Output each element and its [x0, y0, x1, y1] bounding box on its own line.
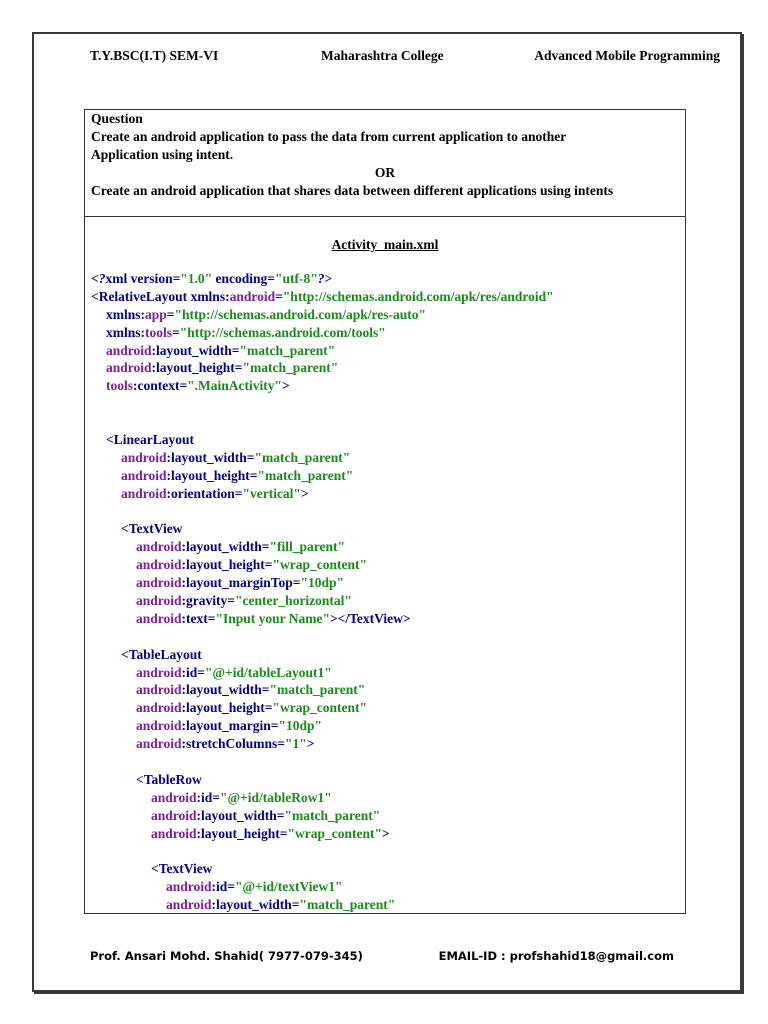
question-heading: Question — [91, 111, 143, 126]
code-token: "10dp" — [278, 718, 322, 734]
code-token: "1.0" — [180, 271, 213, 286]
code-token: "match_parent" — [254, 449, 351, 465]
code-token: android — [166, 897, 212, 913]
code-line — [91, 324, 554, 342]
code-token: android — [136, 593, 182, 609]
code-token: android — [136, 664, 182, 680]
code-token: android — [136, 575, 182, 591]
page-header — [90, 48, 720, 68]
footer-author: Prof. Ansari Mohd. Shahid( 7977-079-345) — [90, 949, 363, 963]
header-course: T.Y.BSC(I.T) SEM-VI — [90, 48, 219, 63]
code-token: :layout_height= — [151, 360, 243, 376]
code-token: :layout_marginTop= — [181, 575, 301, 591]
code-token: <RelativeLayout — [91, 288, 191, 304]
code-token: = — [172, 324, 180, 340]
code-token: <TextView — [151, 861, 213, 877]
code-line — [91, 342, 554, 360]
code-line — [91, 664, 554, 682]
code-line — [91, 592, 554, 610]
code-token: xmlns: — [106, 324, 146, 340]
header-subject: Advanced Mobile Programming — [534, 48, 720, 63]
code-token: > — [324, 271, 333, 286]
code-token: :orientation= — [166, 485, 243, 501]
question-line-3: Create an android application that shares data between different applications using intents — [91, 183, 614, 198]
code-token: :text= — [181, 610, 216, 626]
code-token: xmlns: — [190, 288, 230, 304]
code-token: "match_parent" — [239, 342, 336, 358]
question-or: OR — [374, 165, 396, 180]
code-line — [91, 843, 554, 861]
code-line — [91, 574, 554, 592]
code-token: ? — [98, 271, 106, 286]
code-token: ></TextView> — [329, 610, 411, 626]
code-line — [91, 306, 554, 324]
code-line — [91, 681, 554, 699]
code-token: :layout_margin= — [181, 718, 279, 734]
code-line — [91, 699, 554, 717]
code-token: :id= — [181, 664, 205, 680]
code-token: ? — [317, 271, 325, 286]
code-token: "match_parent" — [242, 360, 339, 376]
code-token: :layout_width= — [196, 807, 285, 823]
code-token: "wrap_content" — [287, 825, 382, 841]
page-footer — [90, 949, 674, 967]
code-line — [91, 467, 554, 485]
code-line — [91, 359, 554, 377]
code-line — [91, 753, 554, 771]
code-line — [91, 503, 554, 521]
code-token: :stretchColumns= — [181, 736, 285, 752]
code-token: "@+id/tableLayout1" — [204, 664, 332, 680]
code-token: android — [121, 467, 167, 483]
code-token: "@+id/textView1" — [234, 879, 343, 895]
code-line — [91, 377, 554, 395]
code-token: android — [166, 879, 212, 895]
code-line — [91, 825, 554, 843]
code-line — [91, 395, 554, 413]
code-line — [91, 520, 554, 538]
question-section — [85, 110, 685, 217]
code-token: "@+id/tableRow1" — [219, 789, 332, 805]
code-line — [91, 413, 554, 431]
code-token: < — [91, 271, 99, 286]
code-line — [91, 717, 554, 735]
code-token: :layout_height= — [196, 825, 288, 841]
code-token: tools — [106, 378, 133, 394]
code-token: :layout_width= — [181, 682, 270, 698]
code-token: <TableRow — [136, 771, 202, 787]
code-token: :layout_height= — [166, 467, 258, 483]
code-token: android — [136, 557, 182, 573]
code-token: <LinearLayout — [106, 432, 194, 448]
code-token: "http://schemas.android.com/apk/res/android" — [282, 288, 554, 304]
code-token: android — [151, 825, 197, 841]
code-token: :layout_width= — [151, 342, 240, 358]
code-token: tools — [145, 324, 173, 340]
code-token: android — [136, 610, 182, 626]
code-token: <TableLayout — [121, 646, 202, 662]
code-token: :id= — [196, 789, 220, 805]
code-token: android — [136, 700, 182, 716]
code-block — [91, 270, 554, 914]
code-token: "wrap_content" — [272, 557, 367, 573]
code-token: <TextView — [121, 521, 183, 537]
code-token: :context= — [133, 378, 188, 394]
code-token: "match_parent" — [257, 467, 354, 483]
code-line — [91, 860, 554, 878]
code-token: "Input your Name" — [215, 610, 330, 626]
code-token: :layout_width= — [166, 449, 255, 465]
code-token: :layout_height= — [181, 557, 273, 573]
code-token: "match_parent" — [299, 897, 396, 913]
code-token: :layout_width= — [211, 897, 300, 913]
code-token: :layout_width= — [181, 539, 270, 555]
code-line — [91, 538, 554, 556]
code-line — [91, 896, 554, 914]
code-file-title: Activity_main.xml — [331, 237, 439, 252]
code-token: "1" — [284, 736, 307, 752]
code-line — [91, 431, 554, 449]
code-token: android — [106, 342, 152, 358]
code-line — [91, 807, 554, 825]
code-line — [91, 771, 554, 789]
code-token: android — [136, 736, 182, 752]
code-token: android — [136, 718, 182, 734]
code-line — [91, 556, 554, 574]
content-box — [84, 109, 686, 914]
header-college: Maharashtra College — [321, 48, 444, 63]
code-token: android — [136, 682, 182, 698]
code-token: xml version= — [105, 271, 181, 286]
code-line — [91, 485, 554, 503]
code-line — [91, 449, 554, 467]
code-token: "utf-8" — [274, 271, 318, 286]
question-line-2: Application using intent. — [91, 147, 234, 162]
code-token: :layout_height= — [181, 700, 273, 716]
code-line — [91, 270, 554, 288]
code-token: > — [306, 736, 315, 752]
code-token: android — [121, 449, 167, 465]
code-token: android — [151, 807, 197, 823]
code-token: :gravity= — [181, 593, 235, 609]
code-token: android — [106, 360, 152, 376]
code-token: encoding= — [212, 271, 275, 286]
code-token: > — [282, 378, 290, 394]
code-token: "http://schemas.android.com/apk/res-auto" — [174, 306, 427, 322]
code-token: "match_parent" — [284, 807, 381, 823]
code-token: android — [121, 485, 167, 501]
code-token: "10dp" — [300, 575, 345, 591]
code-line — [91, 735, 554, 753]
code-token: :id= — [211, 879, 235, 895]
code-token: "center_horizontal" — [234, 593, 352, 609]
code-token: "http://schemas.android.com/tools" — [179, 324, 386, 340]
code-token: "vertical" — [242, 485, 301, 501]
code-token: "match_parent" — [269, 682, 366, 698]
code-token: > — [300, 485, 309, 501]
code-token: = — [166, 306, 175, 322]
code-token: app — [145, 306, 167, 322]
code-token: = — [275, 288, 283, 304]
code-token: "wrap_content" — [272, 700, 367, 716]
code-token: "fill_parent" — [269, 539, 345, 555]
code-token: android — [229, 288, 276, 304]
code-line — [91, 610, 554, 628]
footer-email: EMAIL-ID : profshahid18@gmail.com — [438, 949, 674, 963]
code-line — [91, 646, 554, 664]
code-token: android — [151, 789, 197, 805]
code-token: xmlns: — [106, 306, 146, 322]
code-line — [91, 288, 554, 306]
code-line — [91, 878, 554, 896]
code-token: ".MainActivity" — [187, 378, 283, 394]
code-line — [91, 628, 554, 646]
code-token: > — [381, 825, 390, 841]
code-token: android — [136, 539, 182, 555]
question-line-1: Create an android application to pass the data from current application to another — [91, 129, 567, 144]
code-line — [91, 789, 554, 807]
